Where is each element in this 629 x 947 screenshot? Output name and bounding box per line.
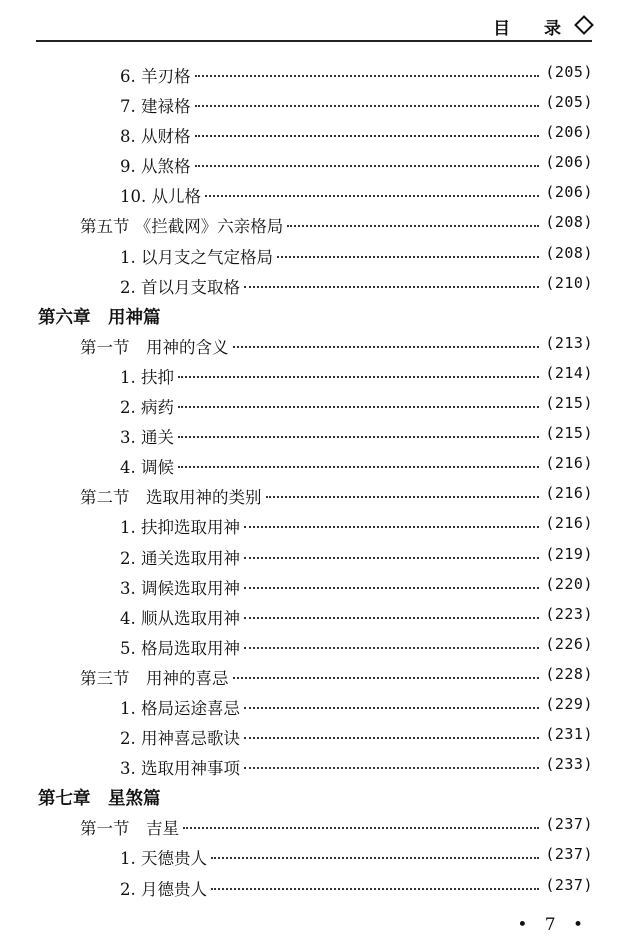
entry-title: 1. 扶抑选取用神	[120, 518, 240, 538]
entry-page: (223)	[545, 604, 593, 623]
entry-page: (210)	[545, 273, 593, 292]
entry-page: (229)	[545, 694, 593, 713]
entry-page: (215)	[545, 424, 593, 443]
entry-title: 第一节 用神的含义	[80, 337, 229, 357]
entry-page: (231)	[545, 725, 593, 744]
subsection-entry[interactable]	[0, 60, 629, 90]
entry-title: 第一节 吉星	[80, 819, 179, 839]
entry-title: 1. 天德贵人	[120, 849, 207, 869]
leader-dots	[178, 466, 539, 468]
subsection-entry[interactable]	[0, 90, 629, 120]
entry-title: 第三节 用神的喜忌	[80, 668, 229, 688]
leader-dots	[211, 857, 539, 859]
leader-dots	[195, 105, 539, 107]
entry-title: 第五节 《拦截网》六亲格局	[80, 217, 284, 237]
subsection-entry[interactable]	[0, 722, 629, 752]
entry-page: (213)	[545, 333, 593, 352]
subsection-entry[interactable]	[0, 692, 629, 722]
entry-title: 2. 用神喜忌歌诀	[120, 729, 240, 749]
entry-page: (216)	[545, 484, 593, 503]
entry-page: (216)	[545, 514, 593, 533]
entry-page: (237)	[545, 815, 593, 834]
entry-title: 1. 格局运途喜忌	[120, 698, 240, 718]
section-entry[interactable]	[0, 331, 629, 361]
entry-title: 第二节 选取用神的类别	[80, 488, 262, 508]
entry-page: (237)	[545, 845, 593, 864]
entry-title: 1. 以月支之气定格局	[120, 247, 273, 267]
subsection-entry[interactable]	[0, 572, 629, 602]
entry-title: 第六章 用神篇	[38, 307, 161, 328]
leader-dots	[244, 647, 539, 649]
leader-dots	[178, 436, 539, 438]
entry-title: 3. 通关	[120, 428, 174, 448]
leader-dots	[178, 376, 539, 378]
entry-title: 4. 调候	[120, 458, 174, 478]
leader-dots	[205, 195, 539, 197]
page-number: • 7 •	[517, 915, 589, 935]
section-entry[interactable]	[0, 662, 629, 692]
subsection-entry[interactable]	[0, 542, 629, 572]
leader-dots	[195, 165, 539, 167]
entry-page: (233)	[545, 755, 593, 774]
leader-dots	[244, 587, 539, 589]
leader-dots	[244, 557, 539, 559]
leader-dots	[244, 707, 539, 709]
entry-title: 10. 从儿格	[120, 187, 201, 207]
leader-dots	[211, 888, 539, 890]
section-entry[interactable]	[0, 812, 629, 842]
chapter-heading[interactable]	[0, 782, 629, 812]
header-rule	[36, 40, 592, 42]
section-entry[interactable]	[0, 210, 629, 240]
leader-dots	[266, 496, 539, 498]
subsection-entry[interactable]	[0, 271, 629, 301]
section-entry[interactable]	[0, 481, 629, 511]
entry-page: (214)	[545, 363, 593, 382]
subsection-entry[interactable]	[0, 873, 629, 903]
table-of-contents	[0, 60, 629, 903]
leader-dots	[178, 406, 539, 408]
leader-dots	[244, 737, 539, 739]
chapter-heading[interactable]	[0, 301, 629, 331]
subsection-entry[interactable]	[0, 120, 629, 150]
entry-title: 6. 羊刃格	[120, 67, 191, 86]
subsection-entry[interactable]	[0, 451, 629, 481]
subsection-entry[interactable]	[0, 842, 629, 872]
subsection-entry[interactable]	[0, 391, 629, 421]
entry-title: 8. 从财格	[120, 127, 191, 147]
leader-dots	[277, 256, 539, 258]
subsection-entry[interactable]	[0, 241, 629, 271]
header-title: 目 录	[493, 19, 575, 39]
leader-dots	[233, 677, 539, 679]
subsection-entry[interactable]	[0, 150, 629, 180]
entry-title: 2. 首以月支取格	[120, 277, 240, 297]
entry-page: (215)	[545, 394, 593, 413]
entry-title: 2. 月德贵人	[120, 879, 207, 899]
entry-page: (205)	[545, 63, 593, 81]
entry-page: (206)	[545, 183, 593, 202]
entry-page: (208)	[545, 243, 593, 262]
entry-page: (220)	[545, 574, 593, 593]
subsection-entry[interactable]	[0, 602, 629, 632]
entry-page: (219)	[545, 544, 593, 563]
entry-page: (208)	[545, 213, 593, 232]
subsection-entry[interactable]	[0, 421, 629, 451]
entry-page: (228)	[545, 664, 593, 683]
subsection-entry[interactable]	[0, 180, 629, 210]
leader-dots	[233, 346, 539, 348]
leader-dots	[183, 827, 539, 829]
page-header	[493, 14, 591, 39]
entry-title: 9. 从煞格	[120, 157, 191, 177]
entry-title: 3. 调候选取用神	[120, 578, 240, 598]
leader-dots	[244, 617, 539, 619]
entry-page: (206)	[545, 153, 593, 172]
leader-dots	[244, 526, 539, 528]
entry-title: 4. 顺从选取用神	[120, 608, 240, 628]
leader-dots	[244, 286, 539, 288]
entry-page: (237)	[545, 875, 593, 894]
entry-title: 第七章 星煞篇	[38, 789, 161, 810]
entry-title: 2. 病药	[120, 398, 174, 418]
diamond-icon	[574, 15, 594, 35]
subsection-entry[interactable]	[0, 361, 629, 391]
subsection-entry[interactable]	[0, 752, 629, 782]
entry-page: (226)	[545, 634, 593, 653]
entry-title: 7. 建禄格	[120, 97, 191, 117]
leader-dots	[244, 767, 539, 769]
leader-dots	[195, 135, 539, 137]
subsection-entry[interactable]	[0, 632, 629, 662]
leader-dots	[287, 225, 539, 227]
entry-page: (206)	[545, 123, 593, 142]
entry-title: 5. 格局选取用神	[120, 638, 240, 658]
entry-title: 2. 通关选取用神	[120, 548, 240, 568]
subsection-entry[interactable]	[0, 511, 629, 541]
entry-page: (205)	[545, 93, 593, 112]
entry-title: 3. 选取用神事项	[120, 759, 240, 779]
entry-page: (216)	[545, 454, 593, 473]
leader-dots	[195, 75, 539, 77]
entry-title: 1. 扶抑	[120, 367, 174, 387]
